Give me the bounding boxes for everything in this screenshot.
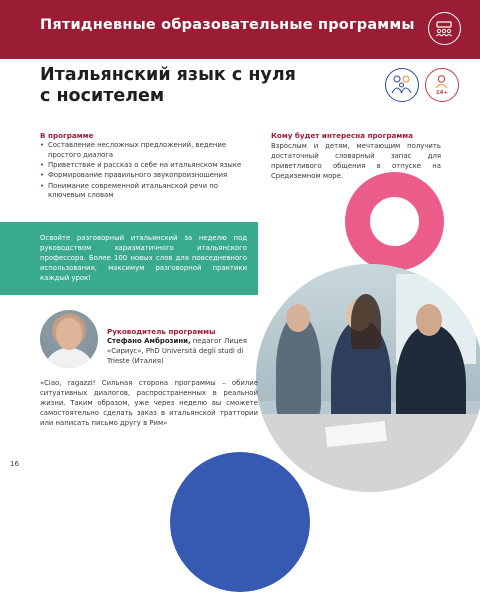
classroom-photo xyxy=(256,264,480,492)
leader-portrait xyxy=(40,310,98,368)
audience-section-title: Кому будет интересна программа xyxy=(271,131,413,140)
program-section-title: В программе xyxy=(40,131,94,140)
audience-icon xyxy=(428,12,461,45)
age-icon xyxy=(425,68,459,102)
leader-details: педагог Лицея «Сириус», PhD Università degli studi di Trieste (Италия) xyxy=(107,337,247,365)
leader-name: Стефано Амброзини, xyxy=(107,337,191,345)
list-item: • Приветствие и рассказ о себе на итальянском языке xyxy=(40,161,250,171)
age-label: 14+ xyxy=(435,90,449,96)
family-icon xyxy=(385,68,419,102)
list-item: • Составление несложных предложений, ведение простого диалога xyxy=(40,141,250,161)
page-title xyxy=(40,65,296,107)
page-number: 16 xyxy=(10,460,19,468)
page-title-line: с носителем xyxy=(40,86,165,106)
highlight-box xyxy=(0,222,258,295)
leader-section-title: Руководитель программы xyxy=(107,327,216,336)
program-list xyxy=(40,141,250,202)
header-title: Пятидневные образовательные программы xyxy=(40,17,415,33)
header-bar xyxy=(0,0,480,59)
leader-quote: «Ciao, ragazzi! Сильная сторона программы – обилие ситуативных диалогов, распространенных в реальной жизни. Таким образом, уже через неделю вы сможете самостоятельно сделать заказ в итальянской траттории или написать письмо другу в Рим» xyxy=(40,379,258,427)
audience-text: Взрослым и детям, мечтающим получить достаточный словарный запас для приветливого общения в отпуске на Средиземном море. xyxy=(271,142,441,180)
list-item: • Формирование правильного звукопроизношения xyxy=(40,171,250,181)
decorative-ring xyxy=(345,172,444,271)
leader-info xyxy=(107,336,257,366)
list-item: • Понимание современной итальянской речи по ключевым словам xyxy=(40,182,250,202)
decorative-circle xyxy=(170,452,310,592)
highlight-text: Освойте разговорный итальянский за неделю под руководством харизматичного итальянского профессора. Более 100 новых слов для повседневного использования, максимум разговорной практики каждый урок! xyxy=(40,234,247,282)
page-title-line: Итальянский язык с нуля xyxy=(40,65,296,85)
